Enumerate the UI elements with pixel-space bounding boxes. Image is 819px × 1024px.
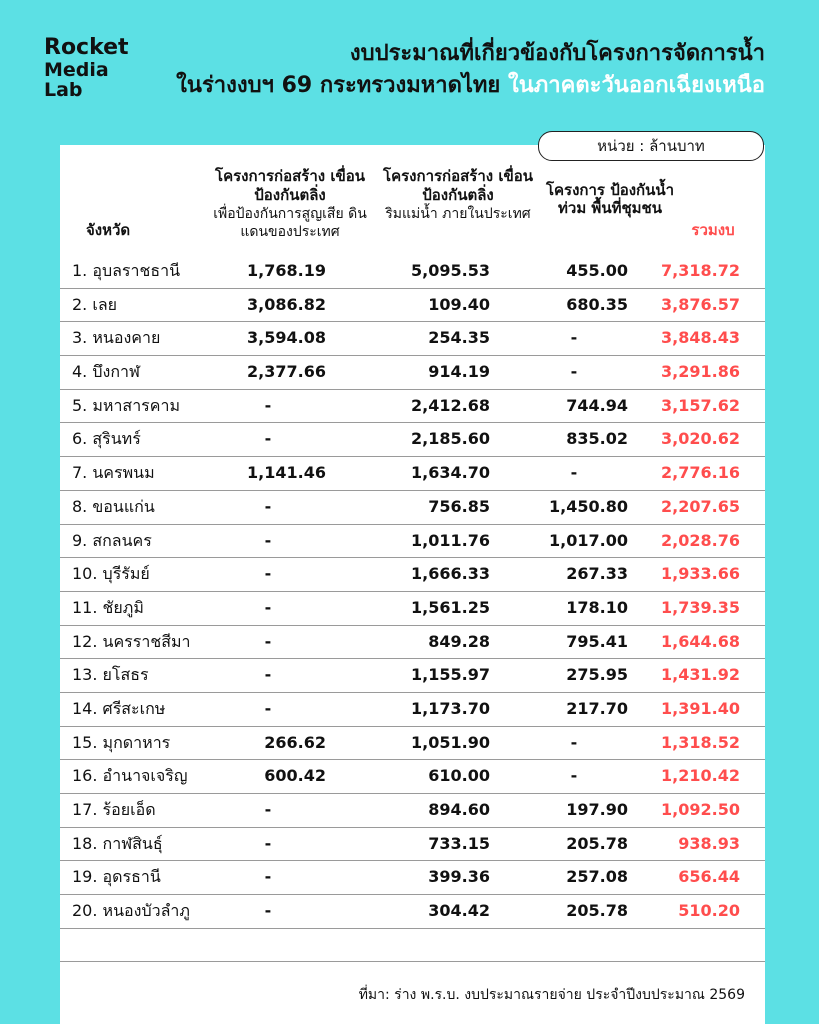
cell-province: 16. อำนาจเจริญ bbox=[72, 766, 188, 786]
cell-col2: 304.42 bbox=[428, 901, 490, 921]
cell-province: 19. อุดรธานี bbox=[72, 867, 161, 887]
cell-col3: - bbox=[570, 732, 578, 752]
cell-col3: - bbox=[570, 463, 578, 483]
title-line2-accent: ในภาคตะวันออกเฉียงเหนือ bbox=[507, 73, 765, 98]
header-province: จังหวัด bbox=[86, 221, 131, 239]
cell-province: 10. บุรีรัมย์ bbox=[72, 564, 150, 584]
table-row bbox=[60, 592, 765, 626]
table-row bbox=[60, 828, 765, 862]
cell-col2: 2,412.68 bbox=[411, 395, 490, 415]
table-row bbox=[60, 491, 765, 525]
table-row bbox=[60, 255, 765, 289]
cell-col2: 849.28 bbox=[428, 631, 490, 651]
cell-total: 510.20 bbox=[678, 901, 740, 921]
cell-col3: 835.02 bbox=[566, 429, 628, 449]
cell-col2: 1,173.70 bbox=[411, 698, 490, 718]
cell-col2: 2,185.60 bbox=[411, 429, 490, 449]
cell-col1: - bbox=[264, 395, 272, 415]
cell-col2: 733.15 bbox=[428, 833, 490, 853]
cell-province: 1. อุบลราชธานี bbox=[72, 261, 181, 280]
cell-col3: 795.41 bbox=[566, 631, 628, 651]
cell-col1: - bbox=[264, 496, 272, 516]
cell-province: 7. นครพนม bbox=[72, 463, 155, 483]
cell-col1: 600.42 bbox=[264, 766, 326, 786]
cell-col1: 3,594.08 bbox=[247, 328, 326, 348]
cell-col1: - bbox=[264, 867, 272, 887]
logo bbox=[44, 36, 129, 100]
table-row bbox=[60, 727, 765, 761]
cell-total: 3,157.62 bbox=[661, 395, 740, 415]
cell-total: 1,210.42 bbox=[661, 766, 740, 786]
logo-line3: Lab bbox=[44, 79, 83, 101]
cell-province: 3. หนองคาย bbox=[72, 328, 161, 348]
cell-total: 1,092.50 bbox=[661, 800, 740, 819]
cell-col2: 1,051.90 bbox=[411, 732, 490, 752]
table-row bbox=[60, 861, 765, 895]
cell-total: 2,776.16 bbox=[661, 463, 740, 483]
table-row bbox=[60, 356, 765, 390]
cell-col1: - bbox=[264, 429, 272, 449]
cell-province: 4. บึงกาฬ bbox=[72, 362, 140, 382]
cell-col3: 1,017.00 bbox=[549, 530, 628, 550]
cell-col1: 1,768.19 bbox=[247, 261, 326, 280]
header-col3: โครงการ ป้องกันน้ำท่วม พื้นที่ชุมชน bbox=[545, 181, 675, 217]
cell-col2: 254.35 bbox=[428, 328, 490, 348]
cell-col3: 205.78 bbox=[566, 901, 628, 921]
cell-col2: 1,561.25 bbox=[411, 597, 490, 617]
cell-total: 1,318.52 bbox=[661, 732, 740, 752]
cell-col2: 756.85 bbox=[428, 496, 490, 516]
table-row bbox=[60, 289, 765, 323]
cell-col2: 914.19 bbox=[428, 362, 490, 382]
cell-col1: - bbox=[264, 833, 272, 853]
table-row bbox=[60, 895, 765, 929]
cell-total: 3,848.43 bbox=[661, 328, 740, 348]
cell-col2: 109.40 bbox=[428, 294, 490, 314]
cell-col3: - bbox=[570, 766, 578, 786]
cell-total: 1,933.66 bbox=[661, 564, 740, 584]
table-row bbox=[60, 659, 765, 693]
logo-line2: Media bbox=[44, 59, 109, 81]
cell-col3: 197.90 bbox=[566, 800, 628, 819]
title-line2 bbox=[176, 70, 765, 102]
cell-province: 8. ขอนแก่น bbox=[72, 496, 155, 516]
cell-col3: - bbox=[570, 362, 578, 382]
table-row bbox=[60, 525, 765, 559]
cell-province: 14. ศรีสะเกษ bbox=[72, 698, 166, 718]
table-row bbox=[60, 760, 765, 794]
cell-total: 1,644.68 bbox=[661, 631, 740, 651]
table-row bbox=[60, 558, 765, 592]
table-row bbox=[60, 457, 765, 491]
cell-province: 5. มหาสารคาม bbox=[72, 395, 181, 415]
cell-col3: 217.70 bbox=[566, 698, 628, 718]
table-row bbox=[60, 794, 765, 828]
cell-total: 3,291.86 bbox=[661, 362, 740, 382]
cell-province: 20. หนองบัวลำภู bbox=[72, 901, 190, 921]
cell-col2: 1,634.70 bbox=[411, 463, 490, 483]
cell-col3: - bbox=[570, 328, 578, 348]
source-note: ที่มา: ร่าง พ.ร.บ. งบประมาณรายจ่าย ประจำปีงบประมาณ 2569 bbox=[358, 987, 745, 1003]
header-col2 bbox=[378, 167, 538, 223]
cell-total: 1,431.92 bbox=[661, 665, 740, 685]
cell-col3: 178.10 bbox=[566, 597, 628, 617]
cell-province: 11. ชัยภูมิ bbox=[72, 597, 144, 617]
cell-col1: - bbox=[264, 698, 272, 718]
cell-total: 1,739.35 bbox=[661, 597, 740, 617]
cell-total: 2,028.76 bbox=[661, 530, 740, 550]
cell-province: 15. มุกดาหาร bbox=[72, 732, 171, 752]
cell-province: 18. กาฬสินธุ์ bbox=[72, 833, 163, 853]
table-row bbox=[60, 322, 765, 356]
logo-line1: Rocket bbox=[44, 35, 129, 60]
cell-province: 12. นครราชสีมา bbox=[72, 631, 191, 651]
cell-col3: 267.33 bbox=[566, 564, 628, 584]
cell-col3: 1,450.80 bbox=[549, 496, 628, 516]
header-col2-sub: ริมแม่น้ำ ภายในประเทศ bbox=[385, 206, 531, 222]
cell-col3: 257.08 bbox=[566, 867, 628, 887]
cell-col1: - bbox=[264, 564, 272, 584]
table-body bbox=[60, 255, 765, 962]
header-total: รวมงบ bbox=[691, 221, 735, 239]
cell-col2: 1,155.97 bbox=[411, 665, 490, 685]
cell-col3: 455.00 bbox=[566, 261, 628, 280]
cell-total: 3,876.57 bbox=[661, 294, 740, 314]
cell-col1: - bbox=[264, 631, 272, 651]
title-line2-main: ในร่างงบฯ 69 กระทรวงมหาดไทย bbox=[176, 73, 501, 98]
unit-label: หน่วย : ล้านบาท bbox=[538, 131, 764, 161]
table-row bbox=[60, 423, 765, 457]
cell-col1: 266.62 bbox=[264, 732, 326, 752]
cell-total: 3,020.62 bbox=[661, 429, 740, 449]
cell-col2: 5,095.53 bbox=[411, 261, 490, 280]
cell-col3: 275.95 bbox=[566, 665, 628, 685]
page-title bbox=[176, 38, 765, 102]
cell-col2: 894.60 bbox=[428, 800, 490, 819]
cell-col1: 3,086.82 bbox=[247, 294, 326, 314]
cell-col1: - bbox=[264, 597, 272, 617]
cell-province: 9. สกลนคร bbox=[72, 530, 152, 550]
header-col1-title: โครงการก่อสร้าง เขื่อนป้องกันตลิ่ง bbox=[215, 167, 365, 204]
cell-total: 1,391.40 bbox=[661, 698, 740, 718]
cell-col2: 1,666.33 bbox=[411, 564, 490, 584]
cell-col1: - bbox=[264, 901, 272, 921]
table-card bbox=[60, 145, 765, 1024]
cell-col3: 680.35 bbox=[566, 294, 628, 314]
table-row bbox=[60, 626, 765, 660]
cell-col1: 2,377.66 bbox=[247, 362, 326, 382]
cell-col1: - bbox=[264, 530, 272, 550]
header-col2-title: โครงการก่อสร้าง เขื่อนป้องกันตลิ่ง bbox=[383, 167, 533, 204]
cell-total: 938.93 bbox=[678, 833, 740, 853]
table-row bbox=[60, 390, 765, 424]
cell-province: 2. เลย bbox=[72, 294, 117, 314]
cell-col1: - bbox=[264, 800, 272, 819]
cell-col2: 610.00 bbox=[428, 766, 490, 786]
cell-province: 6. สุรินทร์ bbox=[72, 429, 141, 449]
cell-province: 17. ร้อยเอ็ด bbox=[72, 800, 156, 819]
table-row-empty bbox=[60, 929, 765, 963]
cell-col3: 205.78 bbox=[566, 833, 628, 853]
cell-province: 13. ยโสธร bbox=[72, 665, 149, 685]
title-line1: งบประมาณที่เกี่ยวข้องกับโครงการจัดการน้ำ bbox=[349, 41, 765, 66]
cell-col2: 399.36 bbox=[428, 867, 490, 887]
cell-col1: 1,141.46 bbox=[247, 463, 326, 483]
cell-col1: - bbox=[264, 665, 272, 685]
cell-col3: 744.94 bbox=[566, 395, 628, 415]
cell-total: 2,207.65 bbox=[661, 496, 740, 516]
table-row bbox=[60, 693, 765, 727]
header-col1 bbox=[210, 167, 370, 241]
cell-total: 7,318.72 bbox=[661, 261, 740, 280]
header-col1-sub: เพื่อป้องกันการสูญเสีย ดินแดนของประเทศ bbox=[213, 206, 367, 240]
cell-col2: 1,011.76 bbox=[411, 530, 490, 550]
cell-total: 656.44 bbox=[678, 867, 740, 887]
